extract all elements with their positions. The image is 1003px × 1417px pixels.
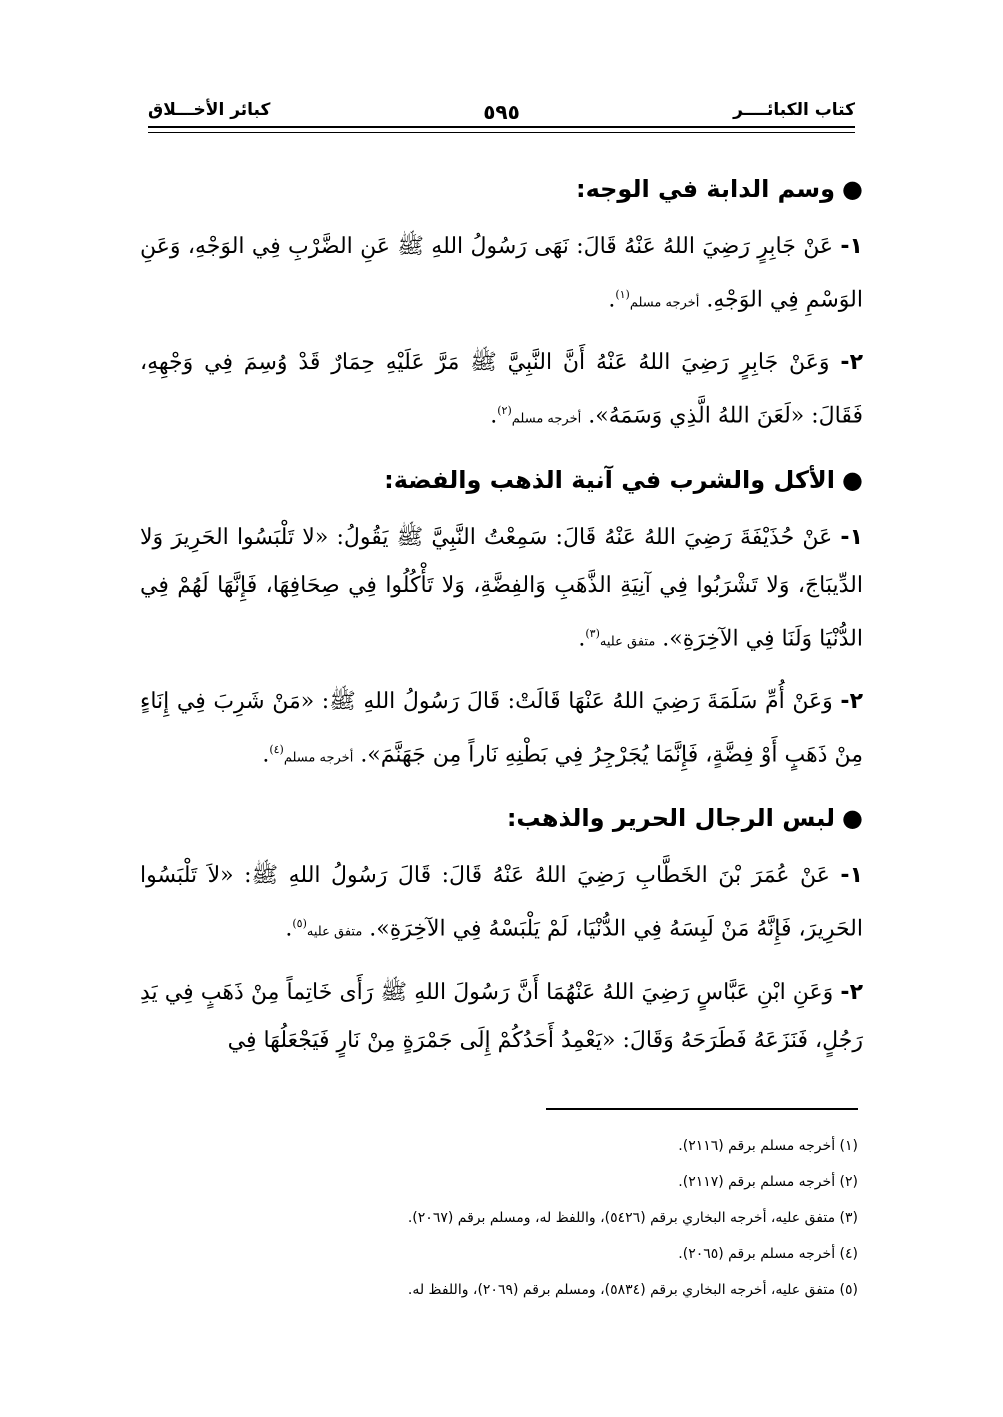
- hadith-source: متفق عليه: [306, 924, 363, 940]
- hadith-item: [140, 969, 863, 1065]
- bullet-icon: ●: [842, 804, 863, 833]
- hadith-item: ١- عَنْ عُمَرَ بْنَ الخَطَّابِ رَضِيَ اللهُ عَنْهُ قَالَ: قَالَ رَسُولُ اللهِ ﷺ: «لاَ تَلْبَسُوا الحَرِيرَ، فَإِنَّهُ مَنْ لَبِسَهُ فِي الدُّنْيَا، لَمْ يَلْبَسْهُ فِي الآخِرَةِ». متفق عليه$^{(٥)}$.: [140, 863, 863, 942]
- hadith-source: أخرجه مسلم: [283, 750, 354, 766]
- item-number: ٢-: [840, 688, 863, 714]
- section-title-text: وسم الدابة في الوجه:: [575, 175, 835, 203]
- page-number: ٥٩٥: [483, 100, 520, 124]
- footnote: (٣) متفق عليه، أخرجه البخاري برقم (٥٤٢٦)، واللفظ له، ومسلم برقم (٢٠٦٧).: [407, 1210, 858, 1226]
- hadith-text: وَعَنِ ابْنِ عَبَّاسٍ رَضِيَ اللهُ عَنْهُمَا أَنَّ رَسُولَ اللهِ ﷺ رَأَى خَاتِماً مِنْ ذَهَبٍ فِي يَدِ رَجُلٍ، فَنَزَعَهُ فَطَرَحَهُ وَقَالَ: «يَعْمِدُ أَحَدُكُمْ إِلَى جَمْرَةٍ مِنْ نَارٍ فَيَجْعَلُهَا فِي: [140, 979, 863, 1053]
- section-heading: [140, 794, 863, 842]
- bullet-icon: ●: [842, 465, 863, 494]
- footnote-ref: (١): [615, 288, 630, 301]
- item-number: ٢-: [840, 350, 863, 376]
- hadith-item: ١- عَنْ حُذَيْفَةَ رَضِيَ اللهُ عَنْهُ قَالَ: سَمِعْتُ النَّبِيَّ ﷺ يَقُولُ: «لا تَلْبَسُوا الحَرِيرَ وَلا الدِّيبَاجَ، وَلا تَشْرَبُوا فِي آنِيَةِ الذَّهَبِ وَالفِضَّةِ، وَلا تَأْكُلُوا فِي صِحَافِهَا، فَإِنَّهَا لَهُمْ فِي الدُّنْيَا وَلَنَا فِي الآخِرَةِ». متفق عليه$^{(٣)}$.: [140, 524, 863, 651]
- hadith-source: متفق عليه: [599, 633, 656, 649]
- header-rule: [148, 126, 855, 133]
- chapter-title: كبائر الأخـــلاق: [148, 100, 271, 120]
- hadith-text: عَنْ حُذَيْفَةَ رَضِيَ اللهُ عَنْهُ قَالَ: سَمِعْتُ النَّبِيَّ ﷺ يَقُولُ: «لا تَلْبَسُوا الحَرِيرَ وَلا الدِّيبَاجَ، وَلا تَشْرَبُوا فِي آنِيَةِ الذَّهَبِ وَالفِضَّةِ، وَلا تَأْكُلُوا فِي صِحَافِهَا، فَإِنَّهَا لَهُمْ فِي الدُّنْيَا وَلَنَا فِي الآخِرَةِ».: [140, 524, 863, 651]
- item-number: ١-: [840, 524, 863, 550]
- hadith-source: أخرجه مسلم: [629, 295, 700, 311]
- footnote: (٤) أخرجه مسلم برقم (٢٠٦٥).: [678, 1246, 858, 1262]
- section-heading: [140, 456, 863, 504]
- hadith-item: ٢- وَعَنْ أُمِّ سَلَمَةَ رَضِيَ اللهُ عَنْهَا قَالَتْ: قَالَ رَسُولُ اللهِ ﷺ: «مَنْ شَرِبَ فِي إِنَاءٍ مِنْ ذَهَبٍ أَوْ فِضَّةٍ، فَإِنَّمَا يُجَرْجِرُ فِي بَطْنِهِ نَاراً مِن جَهَنَّمَ». أخرجه مسلم$^{(٤)}$.: [140, 688, 863, 768]
- section-title-text: الأكل والشرب في آنية الذهب والفضة:: [384, 465, 835, 494]
- hadith-text: عَنْ جَابِرٍ رَضِيَ اللهُ عَنْهُ قَالَ: نَهَى رَسُولُ اللهِ ﷺ عَنِ الضَّرْبِ فِي الوَجْهِ، وَعَنِ الوَسْمِ فِي الوَجْهِ.: [140, 234, 863, 313]
- hadith-text: وَعَنْ أُمِّ سَلَمَةَ رَضِيَ اللهُ عَنْهَا قَالَتْ: قَالَ رَسُولُ اللهِ ﷺ: «مَنْ شَرِبَ فِي إِنَاءٍ مِنْ ذَهَبٍ أَوْ فِضَّةٍ، فَإِنَّمَا يُجَرْجِرُ فِي بَطْنِهِ نَاراً مِن جَهَنَّمَ».: [140, 688, 863, 768]
- hadith-source: أخرجه مسلم: [511, 411, 582, 427]
- section-heading: [140, 165, 863, 213]
- hadith-item: ١- عَنْ جَابِرٍ رَضِيَ اللهُ عَنْهُ قَالَ: نَهَى رَسُولُ اللهِ ﷺ عَنِ الضَّرْبِ فِي الوَجْهِ، وَعَنِ الوَسْمِ فِي الوَجْهِ. أخرجه مسلم$^{(١)}$.: [140, 234, 863, 313]
- item-number: ١-: [840, 863, 863, 889]
- book-title: كتاب الكبائــــر: [733, 100, 855, 120]
- footnote-ref: (٢): [497, 404, 512, 418]
- footnote-ref: (٣): [585, 626, 600, 640]
- item-number: ١-: [840, 234, 863, 259]
- footnote-rule: [546, 1108, 858, 1110]
- section-title-text: لبس الرجال الحرير والذهب:: [506, 804, 835, 833]
- footnote-ref: (٤): [269, 742, 284, 756]
- footnote: (١) أخرجه مسلم برقم (٢١١٦).: [678, 1138, 858, 1154]
- hadith-text: عَنْ عُمَرَ بْنَ الخَطَّابِ رَضِيَ اللهُ عَنْهُ قَالَ: قَالَ رَسُولُ اللهِ ﷺ: «لاَ تَلْبَسُوا الحَرِيرَ، فَإِنَّهُ مَنْ لَبِسَهُ فِي الدُّنْيَا، لَمْ يَلْبَسْهُ فِي الآخِرَةِ».: [140, 863, 863, 942]
- item-number: ٢-: [840, 979, 863, 1005]
- footnote: (٢) أخرجه مسلم برقم (٢١١٧).: [678, 1174, 858, 1190]
- footnote: (٥) متفق عليه، أخرجه البخاري برقم (٥٨٣٤)، ومسلم برقم (٢٠٦٩)، واللفظ له.: [407, 1282, 858, 1298]
- main-text: [140, 165, 863, 1077]
- bullet-icon: ●: [842, 175, 863, 203]
- hadith-item: ٢- وَعَنْ جَابِرٍ رَضِيَ اللهُ عَنْهُ أَنَّ النَّبِيَّ ﷺ مَرَّ عَلَيْهِ حِمَارٌ قَدْ وُسِمَ فِي وَجْهِهِ، فَقَالَ: «لَعَنَ اللهُ الَّذِي وَسَمَهُ». أخرجه مسلم$^{(٢)}$.: [140, 350, 863, 429]
- footnote-ref: (٥): [292, 917, 307, 931]
- footnotes: [140, 1128, 858, 1308]
- hadith-text: وَعَنْ جَابِرٍ رَضِيَ اللهُ عَنْهُ أَنَّ النَّبِيَّ ﷺ مَرَّ عَلَيْهِ حِمَارٌ قَدْ وُسِمَ فِي وَجْهِهِ، فَقَالَ: «لَعَنَ اللهُ الَّذِي وَسَمَهُ».: [140, 350, 863, 429]
